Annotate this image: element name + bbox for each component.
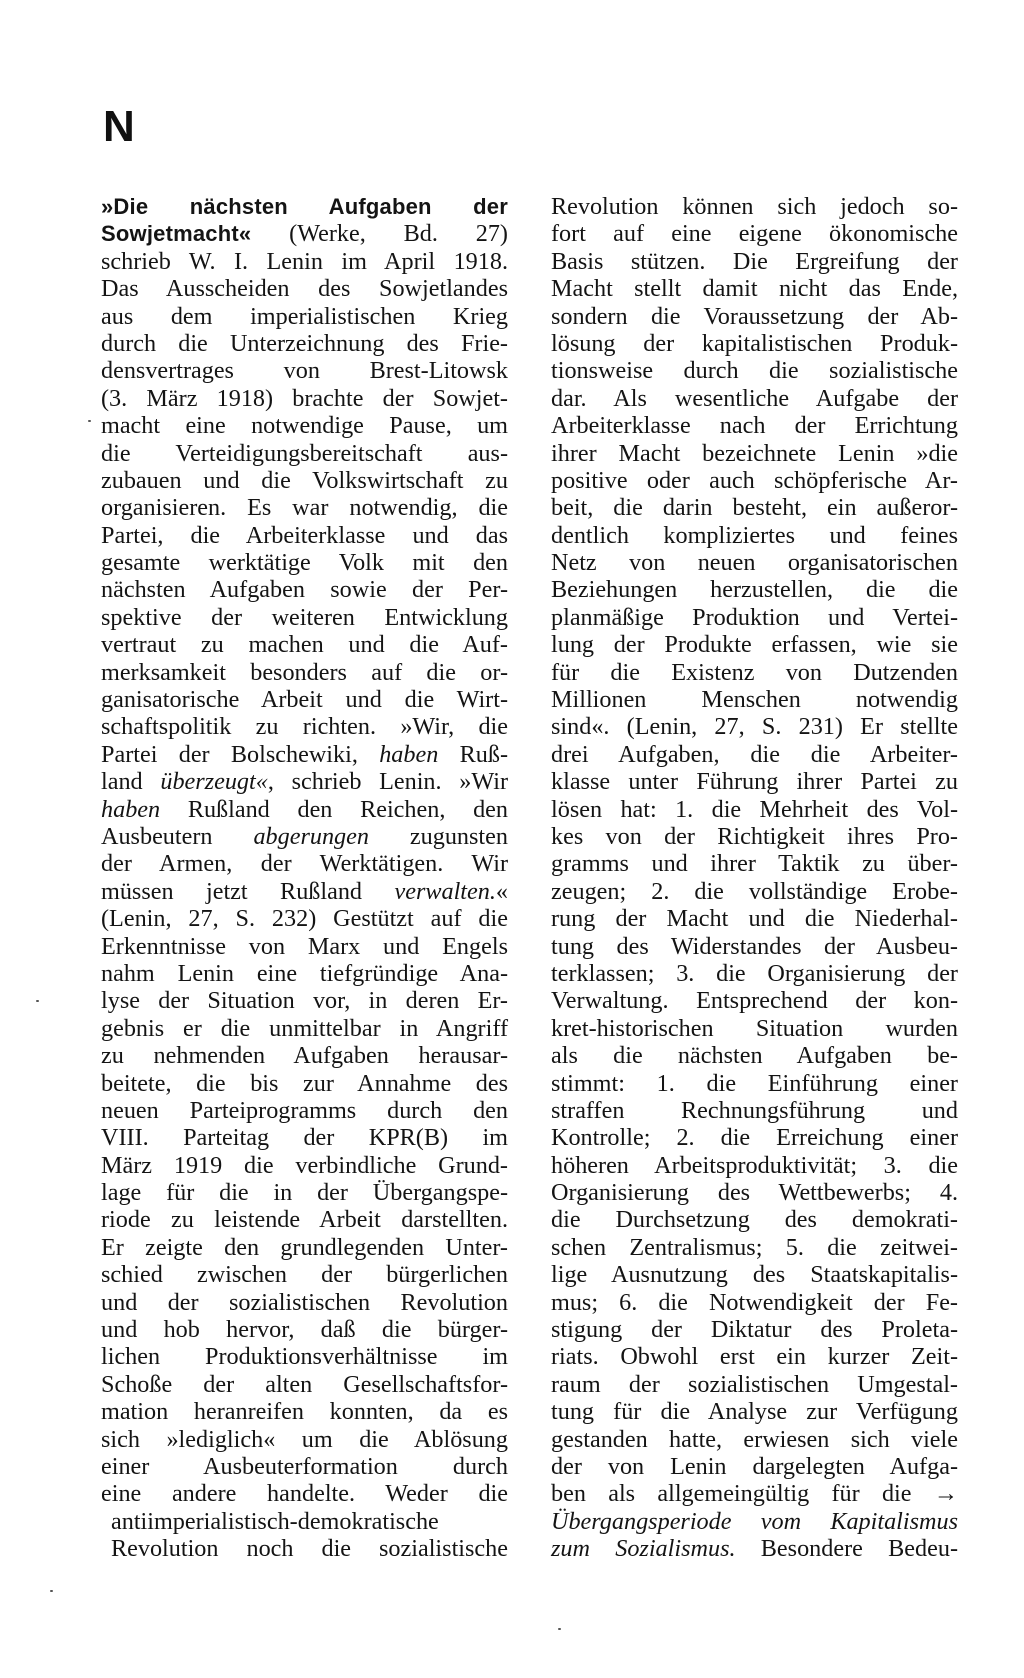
text-line bbox=[551, 549, 958, 576]
text-line bbox=[101, 713, 508, 740]
text-line bbox=[101, 1042, 508, 1069]
print-speck bbox=[558, 1628, 561, 1630]
text-run: eine andere handelte. Weder die bbox=[101, 1480, 508, 1508]
text-run: gramms und ihrer Taktik zu über- bbox=[551, 850, 958, 878]
text-run: densvertrages von Brest-Litowsk bbox=[101, 357, 508, 385]
text-line bbox=[101, 440, 508, 467]
text-run: Organisierung des Wettbewerbs; 4. bbox=[551, 1179, 958, 1207]
text-run: Schoße der alten Gesellschaftsfor- bbox=[101, 1370, 508, 1398]
bold-text: Sowjetmacht« bbox=[101, 221, 252, 247]
text-line bbox=[101, 248, 508, 275]
text-line bbox=[101, 330, 508, 357]
text-run: drei Aufgaben, die die Arbeiter- bbox=[551, 740, 958, 768]
text-run: sich »lediglich« um die Ablösung bbox=[101, 1425, 508, 1453]
text-line bbox=[101, 303, 508, 330]
text-line bbox=[551, 960, 958, 987]
italic-text: Übergangsperiode vom Kapitalismus bbox=[551, 1507, 958, 1535]
text-run: lösen hat: 1. die Mehrheit des Vol- bbox=[551, 795, 958, 823]
text-run: zugunsten bbox=[368, 822, 508, 850]
italic-text: verwalten. bbox=[394, 877, 496, 905]
text-line bbox=[551, 850, 958, 877]
text-run: macht eine notwendige Pause, um bbox=[101, 412, 508, 440]
text-run: schrieb W. I. Lenin im April 1918. bbox=[101, 247, 508, 275]
text-line bbox=[551, 330, 958, 357]
text-run: schaftspolitik zu richten. »Wir, die bbox=[101, 713, 508, 741]
text-run: der von Lenin dargelegten Aufga- bbox=[551, 1452, 958, 1480]
text-run: der Armen, der Werktätigen. Wir bbox=[101, 850, 508, 878]
text-line bbox=[101, 1206, 508, 1233]
text-line bbox=[101, 741, 508, 768]
text-line bbox=[101, 1289, 508, 1316]
text-run: « bbox=[495, 877, 508, 905]
text-run: Das Ausscheiden des Sowjetlandes bbox=[101, 275, 508, 303]
text-run: (Lenin, 27, S. 232) Gestützt auf die bbox=[101, 905, 508, 933]
text-line bbox=[551, 1480, 958, 1507]
text-run: als die nächsten Aufgaben be- bbox=[551, 1042, 958, 1070]
text-run: lichen Produktionsverhältnisse im bbox=[101, 1343, 508, 1371]
text-line bbox=[551, 768, 958, 795]
text-line bbox=[101, 850, 508, 877]
text-run: Er zeigte den grundlegenden Unter- bbox=[101, 1233, 508, 1261]
text-run: riats. Obwohl erst ein kurzer Zeit- bbox=[551, 1343, 958, 1371]
italic-text: überzeugt« bbox=[160, 768, 268, 796]
text-line bbox=[551, 1070, 958, 1097]
text-run: höheren Arbeitsproduktivität; 3. die bbox=[551, 1151, 958, 1179]
text-line bbox=[551, 385, 958, 412]
text-line bbox=[101, 1070, 508, 1097]
text-run: und der sozialistischen Revolution bbox=[101, 1288, 508, 1316]
text-line bbox=[551, 1426, 958, 1453]
section-letter: N bbox=[103, 102, 134, 151]
text-line bbox=[101, 905, 508, 932]
text-line bbox=[551, 1124, 958, 1151]
text-line bbox=[551, 1535, 958, 1562]
text-line bbox=[101, 1371, 508, 1398]
text-run: VIII. Parteitag der KPR(B) im bbox=[101, 1124, 508, 1152]
text-run: schen Zentralismus; 5. die zeitwei- bbox=[551, 1233, 958, 1261]
text-line bbox=[101, 1124, 508, 1151]
text-line bbox=[101, 549, 508, 576]
text-run: Arbeiterklasse nach der Errichtung bbox=[551, 412, 958, 440]
text-run: lige Ausnutzung des Staatskapitalis- bbox=[551, 1261, 958, 1289]
text-run: neuen Parteiprogramms durch den bbox=[101, 1096, 508, 1124]
text-line bbox=[101, 494, 508, 521]
text-run: einer Ausbeuterformation durch bbox=[101, 1452, 508, 1480]
text-run: Beziehungen herzustellen, die die bbox=[551, 576, 958, 604]
text-line bbox=[101, 768, 508, 795]
text-line bbox=[101, 1152, 508, 1179]
text-run: (Werke, Bd. 27) bbox=[251, 220, 508, 248]
text-run: lösung der kapitalistischen Produk- bbox=[551, 329, 958, 357]
text-run: Partei, die Arbeiterklasse und das bbox=[101, 521, 508, 549]
left-text-column bbox=[101, 193, 508, 1563]
text-run: Rußland den Reichen, den bbox=[160, 795, 508, 823]
text-run: klasse unter Führung ihrer Partei zu bbox=[551, 768, 958, 796]
text-line bbox=[551, 1453, 958, 1480]
text-run: die Verteidigungsbereitschaft aus- bbox=[101, 439, 508, 467]
text-run: zubauen und die Volkswirtschaft zu bbox=[101, 466, 508, 494]
text-line bbox=[551, 1343, 958, 1370]
text-run: vertraut zu machen und die Auf- bbox=[101, 631, 508, 659]
text-line bbox=[551, 494, 958, 521]
text-run: kes von der Richtigkeit ihres Pro- bbox=[551, 822, 958, 850]
text-run: positive oder auch schöpferische Ar- bbox=[551, 466, 958, 494]
text-line bbox=[101, 878, 508, 905]
text-run: sind«. (Lenin, 27, S. 231) Er stellte bbox=[551, 713, 958, 741]
text-run: nächsten Aufgaben sowie der Per- bbox=[101, 576, 508, 604]
text-line bbox=[111, 1535, 508, 1562]
text-run: planmäßige Produktion und Vertei- bbox=[551, 603, 958, 631]
text-line bbox=[551, 357, 958, 384]
text-run: (3. März 1918) brachte der Sowjet- bbox=[101, 384, 508, 412]
text-line bbox=[551, 905, 958, 932]
text-line bbox=[101, 522, 508, 549]
text-line bbox=[101, 1261, 508, 1288]
text-line bbox=[551, 1152, 958, 1179]
text-run: durch die Unterzeichnung des Frie- bbox=[101, 329, 508, 357]
text-line bbox=[101, 631, 508, 658]
text-run: organisieren. Es war notwendig, die bbox=[101, 494, 508, 522]
text-line bbox=[551, 1398, 958, 1425]
text-run: Macht stellt damit nicht das Ende, bbox=[551, 275, 958, 303]
text-run: dentlich kompliziertes und feines bbox=[551, 521, 958, 549]
text-line bbox=[551, 303, 958, 330]
text-line bbox=[101, 357, 508, 384]
text-run: mus; 6. die Notwendigkeit der Fe- bbox=[551, 1288, 958, 1316]
text-run: gesamte werktätige Volk mit den bbox=[101, 549, 508, 577]
text-line bbox=[101, 1398, 508, 1425]
text-run: ganisatorische Arbeit und die Wirt- bbox=[101, 686, 508, 714]
text-run: beit, die darin besteht, ein außeror- bbox=[551, 494, 958, 522]
text-line bbox=[551, 1316, 958, 1343]
text-run: Verwaltung. Entsprechend der kon- bbox=[551, 987, 958, 1015]
text-line bbox=[101, 220, 508, 247]
text-run: ihrer Macht bezeichnete Lenin »die bbox=[551, 439, 958, 467]
text-line bbox=[551, 1206, 958, 1233]
text-run: schied zwischen der bürgerlichen bbox=[101, 1261, 508, 1289]
text-line bbox=[101, 823, 508, 850]
text-run: müssen jetzt Rußland bbox=[101, 877, 395, 905]
text-line bbox=[551, 1015, 958, 1042]
text-line bbox=[551, 1179, 958, 1206]
text-line bbox=[111, 1508, 508, 1535]
text-line bbox=[101, 1480, 508, 1507]
text-line bbox=[551, 412, 958, 439]
text-line bbox=[551, 440, 958, 467]
text-run: zu nehmenden Aufgaben herausar- bbox=[101, 1042, 508, 1070]
italic-text: zum Sozialismus. bbox=[551, 1535, 736, 1563]
text-run: stimmt: 1. die Einführung einer bbox=[551, 1069, 958, 1097]
text-line bbox=[551, 878, 958, 905]
text-line bbox=[551, 987, 958, 1014]
text-run: für die Existenz von Dutzenden bbox=[551, 658, 958, 686]
text-run: aus dem imperialistischen Krieg bbox=[101, 302, 508, 330]
text-line bbox=[101, 686, 508, 713]
text-run: land bbox=[101, 768, 161, 796]
text-run: zeugen; 2. die vollständige Erobe- bbox=[551, 877, 958, 905]
text-line bbox=[101, 1426, 508, 1453]
text-run: Revolution noch die sozialistische bbox=[111, 1535, 508, 1563]
italic-text: abgerungen bbox=[253, 822, 369, 850]
text-line bbox=[101, 796, 508, 823]
text-line bbox=[101, 604, 508, 631]
text-run: kret-historischen Situation wurden bbox=[551, 1014, 958, 1042]
text-line bbox=[101, 275, 508, 302]
text-run: lage für die in der Übergangspe- bbox=[101, 1179, 508, 1207]
text-line bbox=[101, 467, 508, 494]
text-run: straffen Rechnungsführung und bbox=[551, 1096, 958, 1124]
text-line bbox=[551, 522, 958, 549]
text-line bbox=[101, 576, 508, 603]
text-run: raum der sozialistischen Umgestal- bbox=[551, 1370, 958, 1398]
text-run: die Durchsetzung des demokrati- bbox=[551, 1206, 958, 1234]
text-line bbox=[551, 796, 958, 823]
text-line bbox=[101, 659, 508, 686]
text-line bbox=[101, 1453, 508, 1480]
text-line bbox=[551, 933, 958, 960]
text-line bbox=[551, 686, 958, 713]
text-line bbox=[551, 659, 958, 686]
text-run: Kontrolle; 2. die Erreichung einer bbox=[551, 1124, 958, 1152]
text-run: Millionen Menschen notwendig bbox=[551, 686, 958, 714]
text-run: tionsweise durch die sozialistische bbox=[551, 357, 958, 385]
text-line bbox=[551, 823, 958, 850]
text-run: Ausbeutern bbox=[101, 822, 254, 850]
text-run: lung der Produkte erfassen, wie sie bbox=[551, 631, 958, 659]
text-run: ben als allgemeingültig für die → bbox=[551, 1480, 958, 1508]
text-line bbox=[551, 1234, 958, 1261]
text-line bbox=[551, 1042, 958, 1069]
text-line bbox=[101, 933, 508, 960]
text-line bbox=[101, 412, 508, 439]
text-run: fort auf eine eigene ökonomische bbox=[551, 220, 958, 248]
text-run: nahm Lenin eine tiefgründige Ana- bbox=[101, 959, 508, 987]
text-line bbox=[551, 1097, 958, 1124]
text-line bbox=[551, 604, 958, 631]
text-line bbox=[551, 576, 958, 603]
text-line bbox=[551, 713, 958, 740]
print-speck bbox=[88, 420, 91, 422]
italic-text: haben bbox=[101, 795, 161, 823]
text-run: Basis stützen. Die Ergreifung der bbox=[551, 247, 958, 275]
text-line bbox=[551, 467, 958, 494]
text-run: Netz von neuen organisatorischen bbox=[551, 549, 958, 577]
text-run: gebnis er die unmittelbar in Angriff bbox=[101, 1014, 508, 1042]
text-line bbox=[551, 1289, 958, 1316]
text-run: , schrieb Lenin. »Wir bbox=[267, 768, 508, 796]
text-run: dar. Als wesentliche Aufgabe der bbox=[551, 384, 958, 412]
text-line bbox=[551, 1508, 958, 1535]
text-run: Besondere Bedeu- bbox=[735, 1535, 958, 1563]
text-run: lyse der Situation vor, in deren Er- bbox=[101, 987, 508, 1015]
text-line bbox=[551, 193, 958, 220]
text-line bbox=[551, 220, 958, 247]
text-run: beitete, die bis zur Annahme des bbox=[101, 1069, 508, 1097]
text-run: terklassen; 3. die Organisierung der bbox=[551, 959, 958, 987]
text-line bbox=[101, 960, 508, 987]
text-run: tung des Widerstandes der Ausbeu- bbox=[551, 932, 958, 960]
text-run: März 1919 die verbindliche Grund- bbox=[101, 1151, 508, 1179]
right-text-column bbox=[551, 193, 958, 1563]
text-run: Revolution können sich jedoch so- bbox=[551, 193, 958, 220]
text-line bbox=[551, 275, 958, 302]
text-run: Erkenntnisse von Marx und Engels bbox=[101, 932, 508, 960]
text-run: merksamkeit besonders auf die or- bbox=[101, 658, 508, 686]
text-run: Ruß- bbox=[438, 740, 509, 768]
text-line bbox=[551, 631, 958, 658]
text-line bbox=[101, 385, 508, 412]
print-speck bbox=[50, 1590, 53, 1592]
text-line bbox=[551, 1371, 958, 1398]
text-run: gestanden hatte, erwiesen sich viele bbox=[551, 1425, 958, 1453]
text-line bbox=[101, 1097, 508, 1124]
text-line bbox=[551, 248, 958, 275]
text-line bbox=[101, 1343, 508, 1370]
text-run: riode zu leistende Arbeit darstellten. bbox=[101, 1206, 508, 1234]
text-line bbox=[101, 1179, 508, 1206]
text-run: rung der Macht und die Niederhal- bbox=[551, 905, 958, 933]
text-run: und hob hervor, daß die bürger- bbox=[101, 1316, 508, 1344]
bold-text: »Die nächsten Aufgaben der bbox=[101, 194, 508, 219]
text-line bbox=[101, 1015, 508, 1042]
text-run: spektive der weiteren Entwicklung bbox=[101, 603, 508, 631]
text-run: mation heranreifen konnten, da es bbox=[101, 1398, 508, 1426]
text-line bbox=[101, 193, 508, 220]
text-run: sondern die Voraussetzung der Ab- bbox=[551, 302, 958, 330]
text-line bbox=[551, 1261, 958, 1288]
text-run: stigung der Diktatur des Proleta- bbox=[551, 1316, 958, 1344]
text-run: antiimperialistisch-demokratische bbox=[111, 1507, 439, 1535]
print-speck bbox=[36, 1000, 39, 1002]
text-run: Partei der Bolschewiki, bbox=[101, 740, 380, 768]
italic-text: haben bbox=[379, 740, 439, 768]
text-run: tung für die Analyse zur Verfügung bbox=[551, 1398, 958, 1426]
text-line bbox=[101, 1234, 508, 1261]
text-line bbox=[101, 1316, 508, 1343]
text-line bbox=[551, 741, 958, 768]
text-line bbox=[101, 987, 508, 1014]
